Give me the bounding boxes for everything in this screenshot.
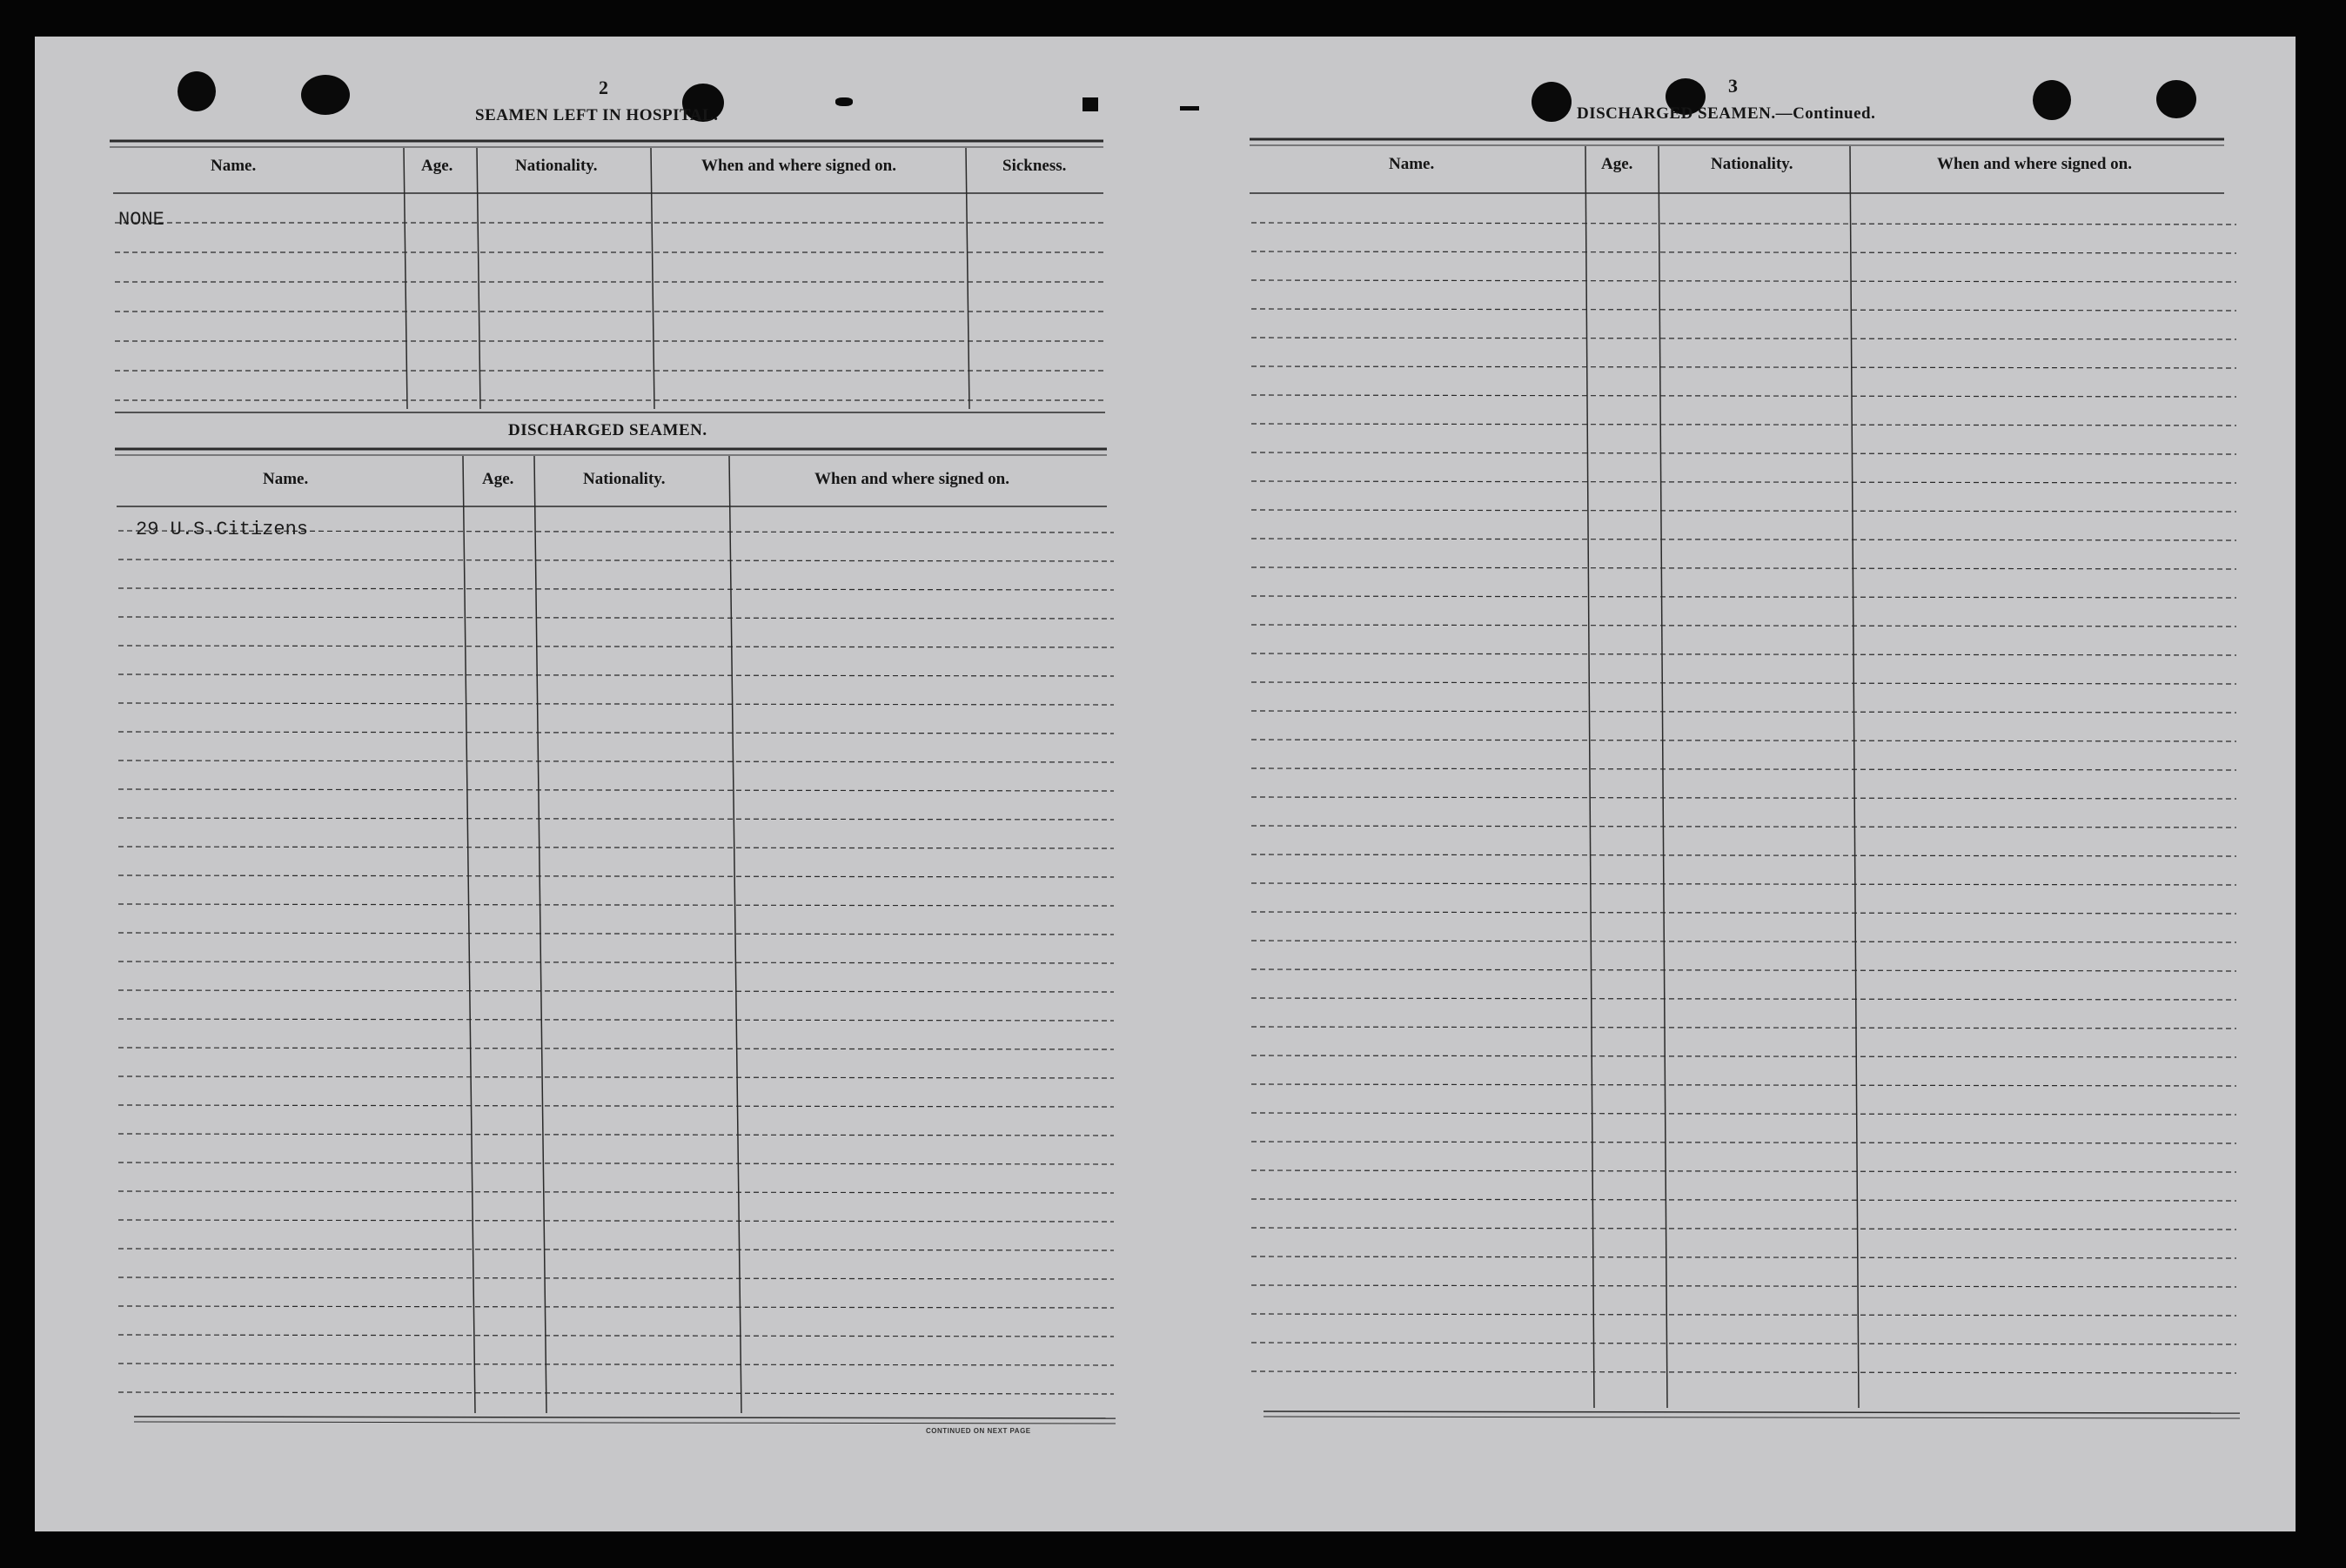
dotted-row-line (118, 1019, 1114, 1021)
dotted-row-line (1251, 883, 2236, 885)
right-col-nationality: Nationality. (1711, 155, 1793, 173)
discharged-col-name: Name. (263, 470, 309, 488)
dotted-row-line (1251, 1343, 2236, 1344)
dotted-row-line (1251, 452, 2236, 454)
dotted-row-line (1251, 1285, 2236, 1287)
discharged-col-nationality: Nationality. (583, 470, 666, 488)
punch-hole (1083, 97, 1098, 111)
discharged-col-age: Age. (482, 470, 514, 488)
bottom-rule (134, 1417, 1116, 1418)
dotted-row-line (1251, 1314, 2236, 1316)
dotted-row-line (1251, 625, 2236, 627)
hospital-col-age: Age. (421, 157, 453, 175)
column-divider (477, 148, 480, 409)
dotted-row-line (118, 1105, 1114, 1107)
dotted-row-line (1251, 280, 2236, 282)
bottom-rule (1263, 1411, 2240, 1413)
dotted-row-line (1251, 969, 2236, 971)
punch-hole (1532, 82, 1572, 122)
dotted-row-line (1251, 682, 2236, 684)
hospital-col-nationality: Nationality. (515, 157, 598, 175)
dotted-row-line (1251, 481, 2236, 483)
dotted-row-line (118, 847, 1114, 848)
column-divider (463, 456, 475, 1413)
column-divider (534, 456, 546, 1413)
dotted-row-line (1251, 1084, 2236, 1086)
discharged-section-title: DISCHARGED SEAMEN. (508, 421, 707, 439)
dotted-row-line (1251, 1256, 2236, 1258)
dotted-row-line (1251, 596, 2236, 598)
right-col-name: Name. (1389, 155, 1435, 173)
dotted-row-line (1251, 1142, 2236, 1143)
punch-hole (301, 75, 350, 115)
dotted-row-line (1251, 740, 2236, 741)
dotted-row-line (1251, 539, 2236, 540)
dotted-row-line (118, 1191, 1114, 1193)
dotted-row-line (1251, 854, 2236, 856)
column-divider (1659, 146, 1667, 1408)
dotted-row-line (118, 1364, 1114, 1365)
dotted-row-line (1251, 653, 2236, 655)
dotted-row-line (1251, 567, 2236, 569)
dotted-row-line (1251, 338, 2236, 339)
dotted-row-line (118, 904, 1114, 906)
dotted-row-line (118, 732, 1114, 734)
hospital-section-title: SEAMEN LEFT IN HOSPITAL. (475, 106, 719, 124)
page-number-left: 2 (599, 77, 608, 98)
punch-hole (178, 71, 216, 111)
dotted-row-line (118, 588, 1114, 590)
discharged-col-signed-on: When and where signed on. (814, 470, 1010, 488)
discharged-entry: 29 U.S.Citizens (136, 519, 309, 540)
dotted-row-line (118, 933, 1114, 935)
column-divider (966, 148, 969, 409)
punch-hole (835, 97, 853, 106)
dotted-row-line (118, 1134, 1114, 1136)
dotted-row-line (1251, 1027, 2236, 1029)
punch-hole (1180, 106, 1199, 111)
dotted-row-line (1251, 1199, 2236, 1201)
dotted-row-line (118, 1306, 1114, 1308)
right-section-title: DISCHARGED SEAMEN.—Continued. (1577, 104, 1876, 123)
dotted-row-line (1251, 826, 2236, 828)
dotted-row-line (1251, 1371, 2236, 1373)
dotted-row-line (1251, 395, 2236, 397)
dotted-row-line (118, 646, 1114, 647)
dotted-row-line (118, 1335, 1114, 1337)
dotted-row-line (118, 560, 1114, 561)
hospital-col-sickness: Sickness. (1002, 157, 1067, 175)
column-divider (1850, 146, 1859, 1408)
dotted-row-line (1251, 424, 2236, 426)
right-col-age: Age. (1601, 155, 1633, 173)
dotted-row-line (1251, 510, 2236, 512)
dotted-row-line (1251, 797, 2236, 799)
dotted-row-line (118, 962, 1114, 963)
hospital-col-name: Name. (211, 157, 257, 175)
hospital-entry: NONE (118, 209, 164, 231)
dotted-row-line (1251, 366, 2236, 368)
column-divider (404, 148, 407, 409)
dotted-row-line (118, 1392, 1114, 1394)
dotted-row-line (118, 818, 1114, 820)
dotted-row-line (118, 1076, 1114, 1078)
column-divider (1585, 146, 1594, 1408)
document-sheet (35, 37, 2296, 1531)
column-divider (651, 148, 654, 409)
dotted-row-line (118, 703, 1114, 705)
dotted-row-line (1251, 1228, 2236, 1230)
dotted-row-line (1251, 1113, 2236, 1115)
dotted-row-line (118, 617, 1114, 619)
dotted-row-line (118, 789, 1114, 791)
dotted-row-line (1251, 711, 2236, 713)
dotted-row-line (118, 1048, 1114, 1049)
dotted-row-line (1251, 998, 2236, 1000)
dotted-row-line (118, 875, 1114, 877)
dotted-row-line (118, 990, 1114, 992)
ruled-form-lines (35, 37, 2296, 1531)
dotted-row-line (1251, 1170, 2236, 1172)
dotted-row-line (1251, 309, 2236, 311)
right-col-signed-on: When and where signed on. (1937, 155, 2133, 173)
dotted-row-line (118, 1277, 1114, 1279)
dotted-row-line (1251, 768, 2236, 770)
dotted-row-line (1251, 912, 2236, 914)
hospital-col-signed-on: When and where signed on. (701, 157, 897, 175)
bottom-rule (134, 1422, 1116, 1424)
bottom-rule (1263, 1417, 2240, 1418)
dotted-row-line (118, 1249, 1114, 1250)
dotted-row-line (118, 1220, 1114, 1222)
dotted-row-line (1251, 1055, 2236, 1057)
continued-note: CONTINUED ON NEXT PAGE (926, 1427, 1031, 1435)
punch-hole (2156, 80, 2196, 118)
dotted-row-line (1251, 251, 2236, 253)
dotted-row-line (1251, 941, 2236, 942)
column-divider (729, 456, 741, 1413)
dotted-row-line (118, 761, 1114, 762)
punch-hole (2033, 80, 2071, 120)
dotted-row-line (1251, 223, 2236, 224)
page-number-right: 3 (1728, 75, 1738, 97)
dotted-row-line (118, 674, 1114, 676)
dotted-row-line (118, 1163, 1114, 1164)
